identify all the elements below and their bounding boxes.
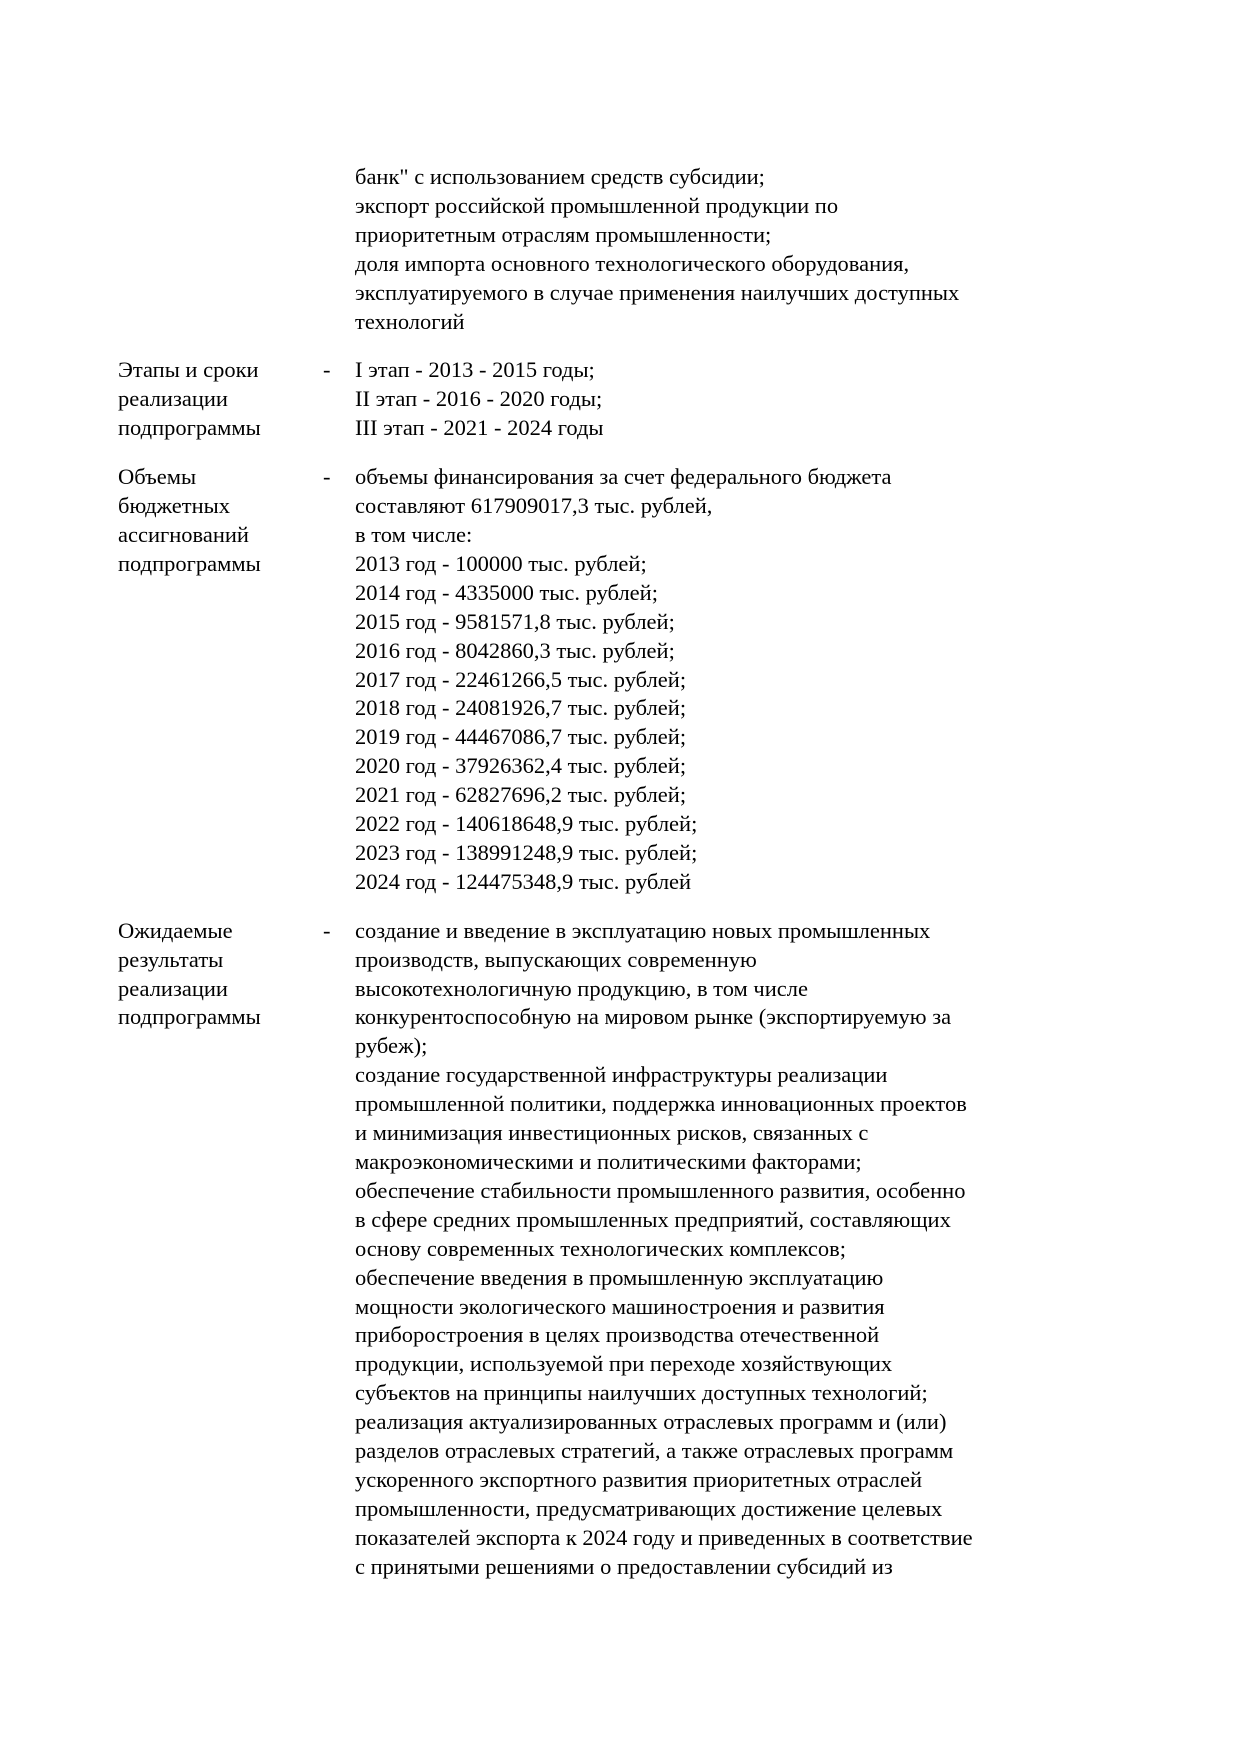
content-line: 2016 год - 8042860,3 тыс. рублей; (355, 637, 675, 663)
content-line: доля импорта основного технологического оборудования, (355, 250, 910, 276)
label-line: результаты (118, 946, 224, 972)
label-line: Ожидаемые (118, 917, 233, 943)
content-line: II этап - 2016 - 2020 годы; (355, 386, 603, 412)
label-line: реализации (118, 975, 228, 1001)
label-line: подпрограммы (118, 550, 261, 576)
content-line: 2022 год - 140618648,9 тыс. рублей; (355, 811, 698, 837)
content-line: продукции, используемой при переходе хозяйствующих (355, 1351, 893, 1377)
content-line: 2015 год - 9581571,8 тыс. рублей; (355, 608, 675, 634)
row-label (118, 463, 323, 897)
content-line: создание и введение в эксплуатацию новых промышленных (355, 917, 931, 943)
label-line: бюджетных (118, 493, 231, 519)
content-line: эксплуатируемого в случае применения наилучших доступных (355, 279, 960, 305)
row-content (355, 463, 1068, 897)
content-line: в том числе: (355, 521, 473, 547)
content-line: 2019 год - 44467086,7 тыс. рублей; (355, 724, 687, 750)
label-line: подпрограммы (118, 415, 261, 441)
passport-row (118, 163, 1068, 336)
content-line: III этап - 2021 - 2024 годы (355, 415, 604, 441)
passport-row (118, 917, 1068, 1582)
content-line: банк" с использованием средств субсидии; (355, 164, 765, 189)
content-line: основу современных технологических комплексов; (355, 1235, 847, 1261)
content-line: в сфере средних промышленных предприятий, составляющих (355, 1206, 951, 1232)
content-line: приборостроения в целях производства отечественной (355, 1322, 880, 1348)
content-line: приоритетным отраслям промышленности; (355, 221, 772, 247)
content-line: 2024 год - 124475348,9 тыс. рублей (355, 868, 692, 894)
content-line: 2017 год - 22461266,5 тыс. рублей; (355, 666, 687, 692)
content-line: обеспечение стабильности промышленного развития, особенно (355, 1177, 966, 1203)
row-dash: - (323, 357, 331, 383)
content-line: высокотехнологичную продукцию, в том числе (355, 975, 808, 1001)
content-line: макроэкономическими и политическими факторами; (355, 1149, 862, 1174)
content-line: 2014 год - 4335000 тыс. рублей; (355, 579, 658, 605)
content-line: субъектов на принципы наилучших доступных технологий; (355, 1380, 928, 1406)
content-line: 2023 год - 138991248,9 тыс. рублей; (355, 839, 698, 865)
content-line: составляют 617909017,3 тыс. рублей, (355, 493, 713, 519)
content-line: ускоренного экспортного развития приоритетных отраслей (355, 1466, 923, 1492)
content-line: промышленности, предусматривающих достижение целевых (355, 1495, 943, 1521)
content-line: 2013 год - 100000 тыс. рублей; (355, 550, 647, 576)
content-line: рубеж); (355, 1033, 428, 1059)
label-line: ассигнований (118, 521, 249, 547)
content-line: I этап - 2013 - 2015 годы; (355, 357, 595, 383)
content-line: обеспечение введения в промышленную эксплуатацию (355, 1264, 884, 1290)
content-line: с принятыми решениями о предоставлении субсидий из (355, 1553, 893, 1579)
row-dash: - (323, 917, 331, 943)
content-line: технологий (355, 308, 465, 334)
row-content (355, 917, 1068, 1582)
content-line: объемы финансирования за счет федерального бюджета (355, 464, 892, 490)
document-page (118, 163, 1068, 1602)
label-line: реализации (118, 386, 228, 412)
content-line: 2020 год - 37926362,4 тыс. рублей; (355, 753, 687, 779)
content-line: и минимизация инвестиционных рисков, связанных с (355, 1120, 869, 1146)
row-dash (323, 163, 355, 336)
content-line: реализация актуализированных отраслевых программ и (или) (355, 1409, 947, 1435)
content-line: 2021 год - 62827696,2 тыс. рублей; (355, 782, 687, 808)
content-line: создание государственной инфраструктуры реализации (355, 1062, 888, 1088)
content-line: конкурентоспособную на мировом рынке (экспортируемую за (355, 1004, 952, 1030)
content-line: экспорт российской промышленной продукции по (355, 192, 839, 218)
row-label (118, 356, 323, 443)
content-line: разделов отраслевых стратегий, а также отраслевых программ (355, 1438, 954, 1464)
passport-row (118, 356, 1068, 443)
content-line: промышленной политики, поддержка инновационных проектов (355, 1091, 967, 1117)
label-line: подпрограммы (118, 1004, 261, 1030)
passport-row (118, 463, 1068, 897)
label-line: Объемы (118, 464, 197, 490)
row-label (118, 163, 323, 336)
row-content (355, 356, 1068, 443)
row-content (355, 163, 1068, 336)
label-line: Этапы и сроки (118, 357, 259, 383)
content-line: производств, выпускающих современную (355, 946, 757, 972)
content-line: мощности экологического машиностроения и развития (355, 1293, 885, 1319)
content-line: 2018 год - 24081926,7 тыс. рублей; (355, 695, 687, 721)
row-label (118, 917, 323, 1582)
content-line: показателей экспорта к 2024 году и приведенных в соответствие (355, 1524, 973, 1550)
row-dash: - (323, 464, 331, 490)
